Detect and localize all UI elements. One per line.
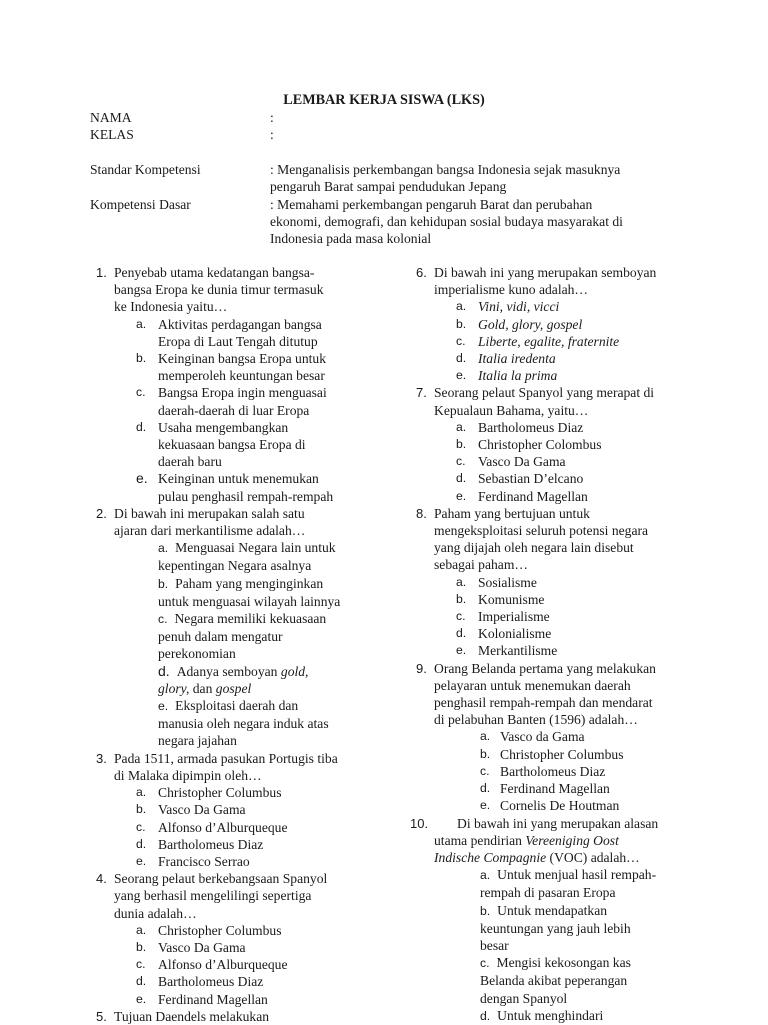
option-c[interactable]: c. Negara memiliki kekuasaan penuh dalam mengatur perekonomian	[158, 611, 327, 662]
option-c[interactable]: c. Liberte, egalite, fraternite	[456, 333, 620, 349]
question-2	[90, 505, 380, 539]
kompetensi-dasar-line: Indonesia pada masa kolonial	[270, 231, 432, 247]
option-c[interactable]: c. Imperialisme	[456, 609, 550, 625]
option-a[interactable]: a. Sosialisme	[456, 574, 537, 590]
question-10	[410, 815, 710, 867]
nama-label: NAMA	[90, 110, 132, 125]
kompetensi-dasar-line: ekonomi, demografi, dan kehidupan sosial budaya masyarakat di	[270, 214, 623, 230]
option-b[interactable]: b. Christopher Colombus	[456, 437, 602, 453]
option-c[interactable]: c. Bartholomeus Diaz	[480, 763, 606, 779]
option-d[interactable]: d. Bartholomeus Diaz	[136, 836, 264, 852]
question-8	[410, 505, 710, 574]
questions-left-column	[90, 264, 380, 1025]
option-d[interactable]: d. Untuk menghindari	[480, 1007, 604, 1023]
standar-kompetensi-value	[270, 161, 670, 195]
question-number: 7.	[416, 385, 427, 401]
kompetensi-dasar-value	[270, 196, 670, 248]
option-e[interactable]: e. Merkantilisme	[456, 643, 558, 659]
question-9	[410, 660, 710, 729]
question-text: Tujuan Daendels melakukan	[114, 1008, 270, 1024]
question-number: 9.	[416, 660, 427, 676]
question-text: Penyebab utama kedatangan bangsa- bangsa Eropa ke dunia timur termasuk ke Indonesia yaitu…	[114, 265, 324, 315]
option-b[interactable]: b. Komunisme	[456, 591, 545, 607]
option-c[interactable]: c. Alfonso d’Alburqueque	[136, 819, 288, 835]
option-d[interactable]: d. Italia iredenta	[456, 351, 556, 367]
option-a[interactable]: a. Christopher Columbus	[136, 922, 282, 938]
option-a[interactable]: a. Vini, vidi, vicci	[456, 299, 560, 315]
question-text: Di bawah ini yang merupakan alasan utama pendirian Vereeniging Oost Indische Compagnie (VOC) adalah…	[434, 815, 659, 865]
question-number: 1.	[96, 265, 107, 280]
option-a[interactable]: a. Vasco da Gama	[480, 729, 585, 745]
option-e[interactable]: e. Ferdinand Magellan	[136, 991, 268, 1007]
question-1	[90, 264, 380, 316]
option-d[interactable]: d. Ferdinand Magellan	[480, 781, 610, 797]
questions-right-column	[410, 264, 710, 1025]
question-4	[90, 870, 380, 922]
question-text: Seorang pelaut berkebangsaan Spanyol yang berhasil mengelilingi sepertiga dunia adalah…	[114, 871, 328, 921]
option-c[interactable]: c. Mengisi kekosongan kas Belanda akibat peperangan dengan Spanyol	[480, 955, 631, 1006]
question-number: 10.	[410, 815, 429, 831]
option-b[interactable]: b. Vasco Da Gama	[136, 939, 246, 955]
question-number: 4.	[96, 871, 107, 887]
standar-kompetensi-line: : Menganalisis perkembangan bangsa Indonesia sejak masuknya	[270, 162, 621, 177]
option-e[interactable]: e. Keinginan untuk menemukan pulau penghasil rempah-rempah	[136, 470, 334, 504]
option-a[interactable]: a. Menguasai Negara lain untuk kepentingan Negara asalnya	[158, 540, 336, 574]
question-text: Seorang pelaut Spanyol yang merapat di Kepualaun Bahama, yaitu…	[434, 385, 655, 418]
option-d[interactable]: d. Bartholomeus Diaz	[136, 974, 264, 990]
question-number: 3.	[96, 750, 107, 766]
question-number: 8.	[416, 505, 427, 521]
option-c[interactable]: c. Bangsa Eropa ingin menguasai daerah-daerah di luar Eropa	[136, 385, 327, 418]
nama-colon: :	[270, 110, 274, 125]
question-text: Di bawah ini yang merupakan semboyan imperialisme kuno adalah…	[434, 265, 657, 298]
option-b[interactable]: b. Christopher Columbus	[480, 746, 624, 762]
kompetensi-dasar-label: Kompetensi Dasar	[90, 197, 191, 212]
question-text: Paham yang bertujuan untuk mengeksploitasi seluruh potensi negara yang dijajah oleh negara lain disebut sebagai paham…	[434, 505, 649, 573]
question-3	[90, 750, 380, 784]
option-a[interactable]: a. Aktivitas perdagangan bangsa Eropa di Laut Tengah ditutup	[136, 316, 322, 349]
question-number: 5.	[96, 1008, 107, 1024]
option-b[interactable]: b. Vasco Da Gama	[136, 802, 246, 818]
option-b[interactable]: b. Untuk mendapatkan keuntungan yang jauh lebih besar	[480, 902, 631, 953]
option-e[interactable]: e. Italia la prima	[456, 368, 558, 384]
kelas-label: KELAS	[90, 127, 134, 142]
option-e[interactable]: e. Francisco Serrao	[136, 853, 250, 869]
question-text: Pada 1511, armada pasukan Portugis tiba di Malaka dipimpin oleh…	[114, 750, 338, 783]
question-number: 2.	[96, 505, 107, 521]
option-b[interactable]: b. Keinginan bangsa Eropa untuk memperoleh keuntungan besar	[136, 351, 326, 384]
question-7	[410, 384, 710, 418]
option-e[interactable]: e. Eksploitasi daerah dan manusia oleh negara induk atas negara jajahan	[158, 698, 329, 749]
option-d[interactable]: d. Kolonialisme	[456, 626, 552, 642]
kelas-colon: :	[270, 127, 274, 142]
worksheet-title: LEMBAR KERJA SISWA (LKS)	[283, 92, 485, 108]
kompetensi-dasar-line: : Memahami perkembangan pengaruh Barat dan perubahan	[270, 197, 593, 212]
question-5	[90, 1008, 380, 1025]
question-text: Orang Belanda pertama yang melakukan pelayaran untuk menemukan daerah penghasil rempah-rempah dan mendarat di pelabuhan Banten (1596) adalah…	[434, 660, 656, 728]
option-e[interactable]: e. Ferdinand Magellan	[456, 488, 588, 504]
option-d[interactable]: d. Adanya semboyan gold, glory, dan gospel	[158, 662, 309, 696]
option-a[interactable]: a. Untuk menjual hasil rempah- rempah di pasaran Eropa	[480, 867, 657, 901]
option-c[interactable]: c. Alfonso d’Alburqueque	[136, 957, 288, 973]
standar-kompetensi-label: Standar Kompetensi	[90, 162, 201, 177]
option-c[interactable]: c. Vasco Da Gama	[456, 454, 566, 470]
standar-kompetensi-line: pengaruh Barat sampai pendudukan Jepang	[270, 179, 507, 195]
option-d[interactable]: d. Sebastian D’elcano	[456, 471, 584, 487]
option-e[interactable]: e. Cornelis De Houtman	[480, 798, 620, 814]
question-6	[410, 264, 710, 298]
option-d[interactable]: d. Usaha mengembangkan kekuasaan bangsa Eropa di daerah baru	[136, 419, 306, 470]
option-b[interactable]: b. Gold, glory, gospel	[456, 316, 583, 332]
option-a[interactable]: a. Bartholomeus Diaz	[456, 419, 584, 435]
question-number: 6.	[416, 265, 427, 280]
option-b[interactable]: b. Paham yang menginginkan untuk menguasai wilayah lainnya	[158, 575, 341, 609]
question-text: Di bawah ini merupakan salah satu ajaran dari merkantilisme adalah…	[114, 505, 306, 539]
option-a[interactable]: a. Christopher Columbus	[136, 785, 282, 801]
